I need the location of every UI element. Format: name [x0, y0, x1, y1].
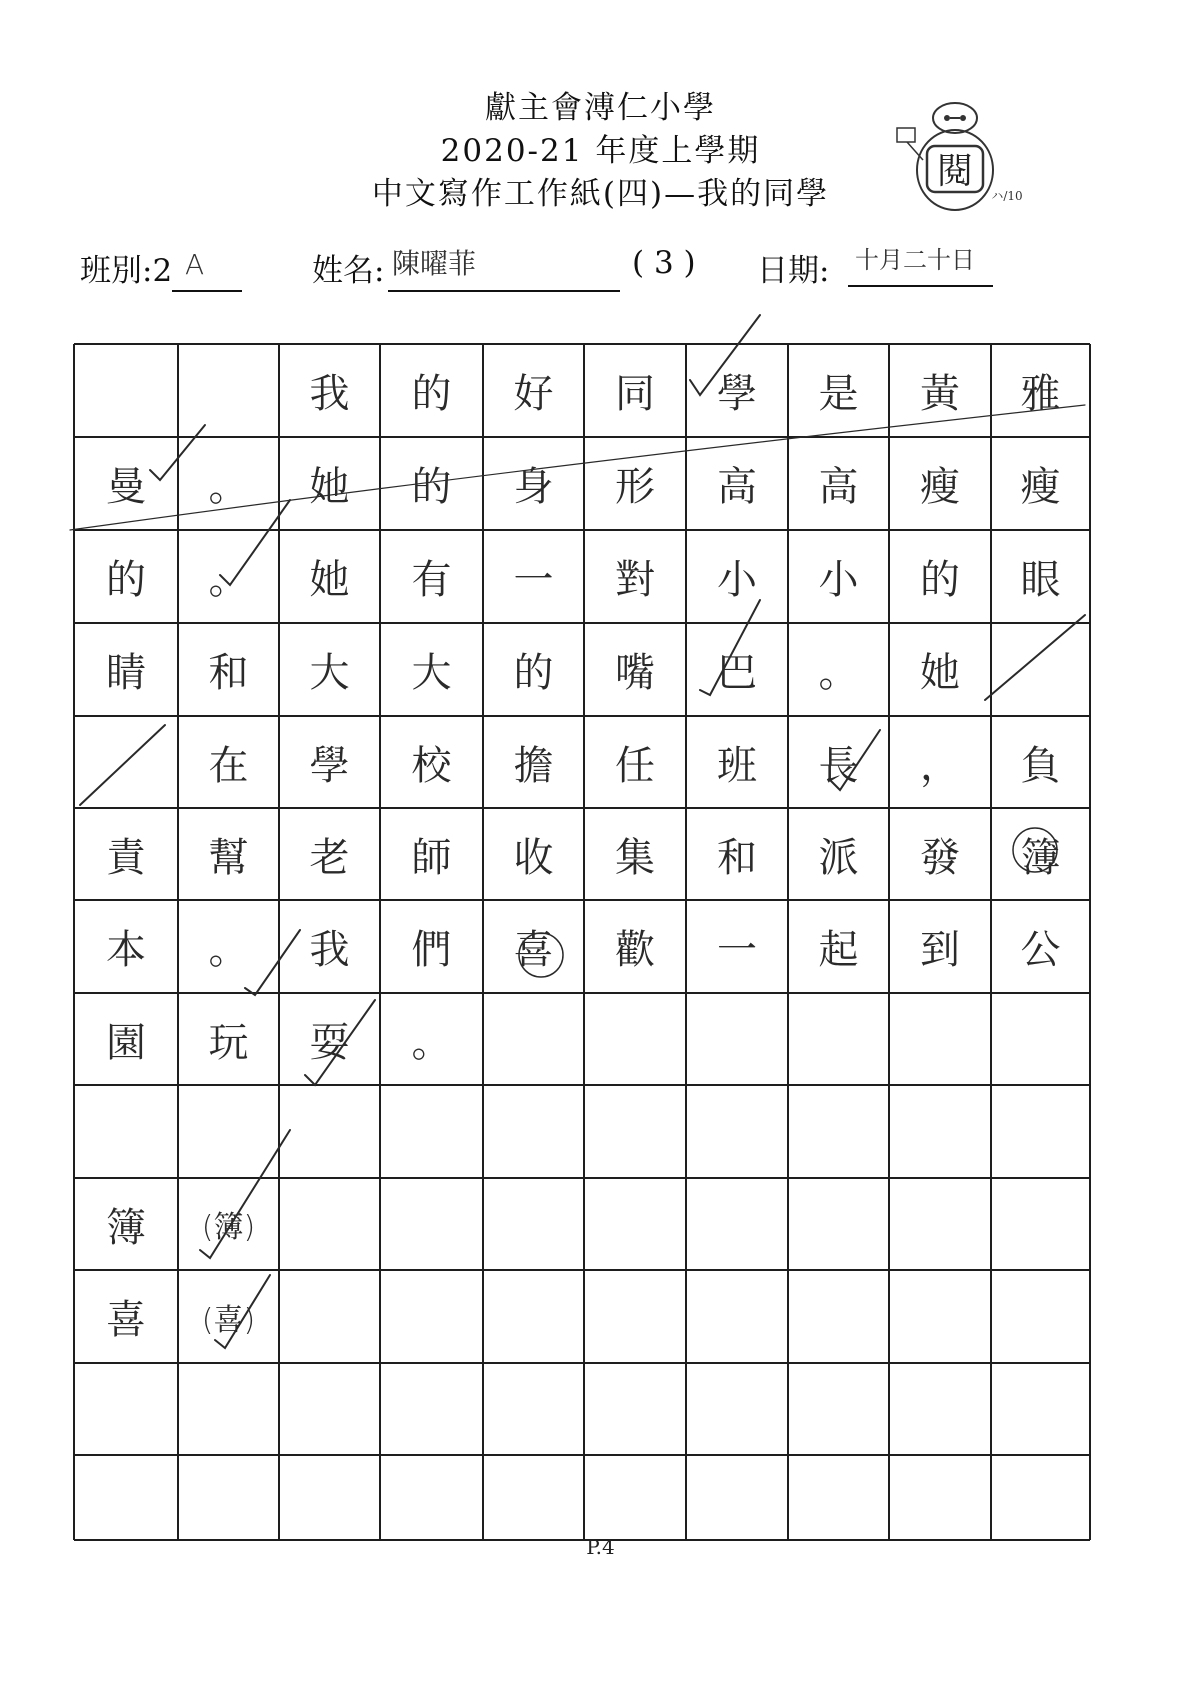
grid-cell: 高 — [818, 464, 859, 510]
grid-cell — [178, 1455, 279, 1540]
grid-cell: 雅 — [1020, 371, 1061, 417]
grid-cell — [584, 1085, 686, 1178]
grid-cell: 和 — [208, 650, 249, 696]
grid-cell: 她 — [309, 464, 350, 510]
grid-cell: 嘴 — [615, 650, 655, 696]
grid-cell — [178, 1363, 279, 1455]
grid-cell: 高 — [717, 464, 757, 510]
grid-cell: 。 — [208, 927, 249, 973]
grid-cell — [279, 1363, 380, 1455]
grid-cell: 學 — [309, 742, 350, 789]
grid-cell: 校 — [411, 742, 452, 789]
date-label: 日期: — [757, 253, 830, 289]
grid-cell — [686, 1455, 788, 1540]
grid-cell: 收 — [513, 834, 554, 881]
grid-cell: 有 — [411, 557, 452, 603]
grid-cell — [788, 1363, 889, 1455]
grid-cell — [686, 1270, 788, 1363]
page-number: P.4 — [586, 1535, 615, 1559]
grid-cell: 我 — [309, 927, 350, 973]
grid-cell — [991, 623, 1090, 716]
grid-cell: 大 — [309, 650, 350, 696]
grid-cell: 睛 — [106, 650, 146, 696]
grid-cell — [584, 1178, 686, 1270]
grid-cell: 公 — [1020, 927, 1061, 973]
grid-cell: 一 — [513, 557, 554, 603]
grid-cell — [889, 1178, 991, 1270]
grid-cell: 是 — [818, 371, 859, 417]
grid-cell — [991, 1270, 1090, 1363]
grid-cell: 和 — [717, 834, 757, 881]
grid-cell: 幫 — [208, 834, 249, 881]
grid-cell: 歡 — [615, 927, 655, 973]
grid-cell: 大 — [411, 650, 452, 696]
grid-cell — [889, 1363, 991, 1455]
grid-cell — [380, 1085, 483, 1178]
grid-cell — [991, 1178, 1090, 1270]
grid-cell — [279, 1270, 380, 1363]
grid-cell — [991, 1455, 1090, 1540]
stamp-text: 閱 — [936, 151, 974, 192]
grid-cell — [483, 1178, 584, 1270]
stamp-initials: ハ/10 — [991, 189, 1023, 203]
grid-cell — [686, 1363, 788, 1455]
grid-cell: 的 — [920, 557, 960, 603]
grid-cell — [788, 1455, 889, 1540]
grid-cell: 耍 — [309, 1019, 350, 1066]
name-value: 陳曜菲 — [392, 247, 477, 280]
grid-cell — [74, 344, 178, 437]
grid-cell: 們 — [411, 927, 452, 973]
grid-cell — [483, 993, 584, 1085]
grid-cell: 黃 — [920, 371, 960, 417]
grid-cell: 集 — [615, 834, 655, 881]
grid-cell: 。 — [411, 1019, 452, 1066]
grid-cell: 眼 — [1020, 557, 1061, 603]
grid-cell — [483, 1085, 584, 1178]
grid-cell — [483, 1270, 584, 1363]
grid-cell: 。 — [208, 464, 249, 510]
grid-cell: 玩 — [208, 1019, 249, 1066]
grid-cell: 我 — [309, 371, 350, 417]
grid-cell: 老 — [309, 834, 350, 881]
grid-cell: 到 — [920, 927, 960, 973]
term-label: 2020-21 年度上學期 — [440, 133, 761, 169]
grid-cell: 她 — [920, 650, 960, 696]
grid-cell — [788, 1178, 889, 1270]
grid-cell — [686, 1178, 788, 1270]
name-label: 姓名: — [312, 253, 385, 289]
grid-cell: 在 — [208, 742, 249, 789]
grid-cell: (簿) — [201, 1210, 256, 1245]
grid-cell: 起 — [818, 927, 859, 973]
grid-cell — [889, 1270, 991, 1363]
grid-cell: 師 — [411, 834, 452, 881]
grid-cell: 她 — [309, 557, 350, 603]
grid-cell: 小 — [717, 557, 757, 603]
grid-cell — [889, 993, 991, 1085]
grid-cell — [279, 1085, 380, 1178]
grid-cell: 巴 — [717, 650, 757, 696]
grid-cell: 本 — [106, 927, 146, 973]
grid-cell: 派 — [818, 834, 859, 881]
grid-cell: 長 — [818, 742, 859, 789]
grid-cell: 的 — [411, 371, 452, 417]
grid-cell: 擔 — [513, 742, 554, 789]
class-label: 班別:2 — [80, 253, 173, 289]
grid-cell: 對 — [615, 557, 655, 603]
grid-cell: ， — [920, 742, 960, 789]
grid-cell: 發 — [920, 834, 960, 881]
grid-cell: 身 — [513, 464, 554, 510]
grid-cell: 小 — [818, 557, 859, 603]
grid-cell: 。 — [208, 557, 249, 603]
school-name: 獻主會溥仁小學 — [485, 90, 716, 126]
grid-cell — [380, 1363, 483, 1455]
grid-cell — [788, 1270, 889, 1363]
grid-cell: 好 — [513, 371, 554, 417]
student-number: ( 3 ) — [632, 245, 696, 281]
grid-cell: 曼 — [106, 464, 146, 510]
grid-cell: 喜 — [106, 1297, 146, 1343]
class-value: A — [185, 248, 205, 281]
grid-cell: 喜 — [513, 927, 554, 973]
grid-cell: 。 — [818, 650, 859, 696]
grid-cell — [788, 993, 889, 1085]
grid-cell: 負 — [1020, 742, 1061, 789]
grid-cell — [584, 993, 686, 1085]
grid-cell — [788, 1085, 889, 1178]
grid-cell — [380, 1455, 483, 1540]
grid-cell: 簿 — [106, 1204, 146, 1251]
grid-cell — [483, 1363, 584, 1455]
grid-cell — [991, 993, 1090, 1085]
grid-cell: 一 — [717, 927, 757, 973]
grid-cell — [380, 1270, 483, 1363]
grid-cell — [178, 1085, 279, 1178]
grid-cell — [279, 1178, 380, 1270]
grid-cell — [991, 1363, 1090, 1455]
grid-cell: 的 — [411, 464, 452, 510]
grid-cell: 班 — [717, 742, 757, 789]
grid-cell: 簿 — [1020, 834, 1061, 881]
grid-cell — [584, 1270, 686, 1363]
grid-cell — [483, 1455, 584, 1540]
grid-cell: 瘦 — [1020, 464, 1061, 510]
grid-cell: 同 — [615, 371, 655, 417]
grid-cell: 形 — [615, 464, 655, 510]
grid-cell: 瘦 — [920, 464, 960, 510]
grid-cell — [686, 993, 788, 1085]
grid-cell — [889, 1455, 991, 1540]
grid-cell: 的 — [106, 557, 146, 603]
grid-cell — [380, 1178, 483, 1270]
grid-cell — [74, 1363, 178, 1455]
grid-cell: 任 — [615, 742, 655, 789]
grid-cell — [991, 1085, 1090, 1178]
grid-cell: 園 — [106, 1019, 146, 1066]
grid-cell — [686, 1085, 788, 1178]
grid-cell — [889, 1085, 991, 1178]
grid-cell: (喜) — [201, 1302, 256, 1338]
grid-cell — [279, 1455, 380, 1540]
grid-cell — [74, 1455, 178, 1540]
grid-cell — [584, 1455, 686, 1540]
grid-cell: 的 — [513, 650, 554, 696]
grid-cell — [74, 716, 178, 808]
grid-cell: 學 — [717, 371, 757, 417]
worksheet-title: 中文寫作工作紙(四)—我的同學 — [371, 176, 830, 212]
grid-cell — [74, 1085, 178, 1178]
grid-cell — [584, 1363, 686, 1455]
date-value: 十月二十日 — [855, 246, 975, 274]
grid-cell: 責 — [106, 834, 146, 881]
grid-cell — [178, 344, 279, 437]
